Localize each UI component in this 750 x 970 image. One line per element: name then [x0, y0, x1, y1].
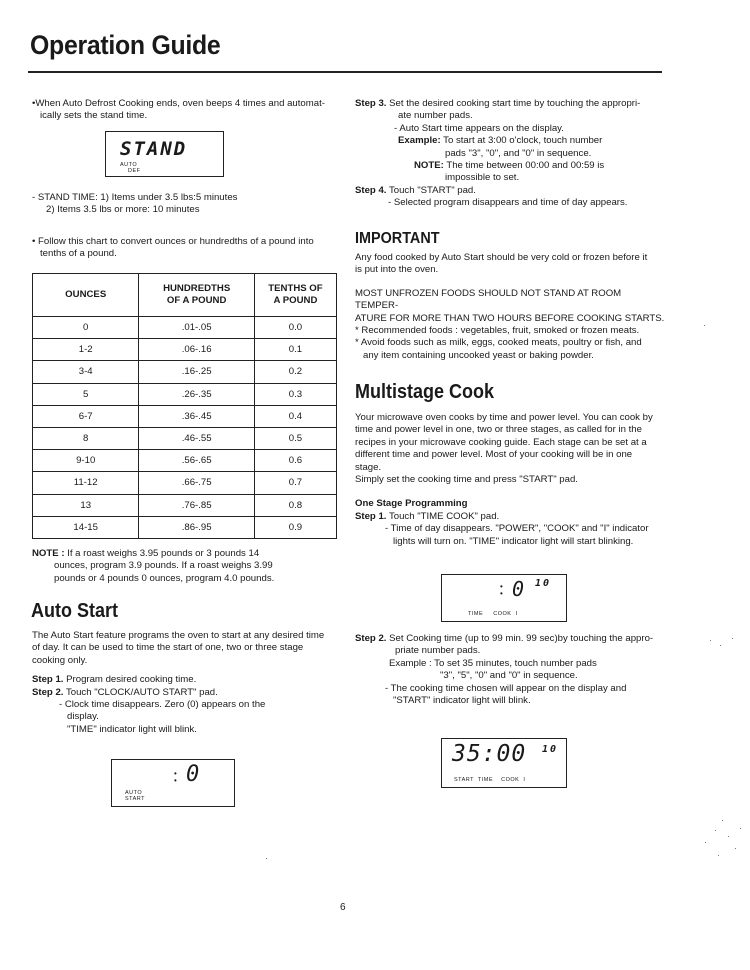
stand-display-auto: AUTO — [120, 162, 138, 168]
auto-start-step-4: Step 4. Touch "START" pad. — [355, 184, 476, 196]
cell-hundredths: .16-.25 — [139, 361, 255, 383]
auto-start-note-cont: impossible to set. — [445, 172, 520, 184]
cell-hundredths: .66-.75 — [139, 472, 255, 494]
conversion-table-header — [33, 274, 337, 317]
table-row — [33, 317, 337, 339]
defrost-intro-line: •When Auto Defrost Cooking ends, oven beeps 4 times and automat- — [32, 98, 325, 109]
multistage-step-2-example: Example : To set 35 minutes, touch number pads — [389, 657, 597, 669]
cell-ounces: 1-2 — [33, 339, 139, 361]
auto-start-note: NOTE: The time between 00:00 and 00:59 is — [414, 160, 605, 172]
title-rule — [28, 71, 662, 73]
cell-tenths: 0.1 — [254, 339, 336, 361]
auto-start-step-2: Step 2. Touch "CLOCK/AUTO START" pad. — [32, 686, 218, 698]
page-number: 6 — [340, 902, 346, 913]
cell-tenths: 0.8 — [254, 494, 336, 516]
colon-dots: • • — [174, 769, 177, 785]
cell-ounces: 0 — [33, 317, 139, 339]
cell-hundredths: .01-.05 — [139, 317, 255, 339]
cook-time-labels: START TIME COOK I — [454, 777, 526, 783]
header-tenths: TENTHS OF A POUND — [254, 274, 336, 317]
defrost-intro-line: ically sets the stand time. — [40, 110, 148, 122]
cell-tenths: 0.3 — [254, 383, 336, 405]
header-ounces: OUNCES — [33, 274, 139, 317]
stand-time-line: 2) Items 3.5 lbs or more: 10 minutes — [46, 204, 200, 216]
multistage-line: Simply set the cooking time and press "START" pad. — [355, 474, 578, 486]
auto-start-line: of day. It can be used to time the start of one, two or three stage — [32, 642, 304, 654]
table-row — [33, 450, 337, 472]
chart-intro — [32, 236, 342, 261]
important-warning: ATURE FOR MORE THAN TWO HOURS BEFORE COOKING STARTS. — [355, 312, 665, 324]
cell-hundredths: .36-.45 — [139, 405, 255, 427]
important-warning: MOST UNFROZEN FOODS SHOULD NOT STAND AT ROOM TEMPER- — [355, 287, 622, 312]
stand-display-text: STAND — [120, 138, 188, 160]
multistage-step-2-line: Step 2. Set Cooking time (up to 99 min. 99 sec)by touching the appro- — [355, 633, 654, 644]
table-row — [33, 339, 337, 361]
important-bullet: any item containing uncooked yeast or baking powder. — [363, 349, 594, 361]
time-cook-power: 10 — [535, 578, 552, 589]
important-line: Any food cooked by Auto Start should be very cold or frozen before it — [355, 252, 648, 263]
auto-start-example-cont: pads "3", "0", and "0" in sequence. — [445, 147, 592, 159]
cell-tenths: 0.9 — [254, 516, 336, 538]
multistage-line: recipes in your microwave cooking guide. Each stage can be set at a — [355, 436, 647, 448]
multistage-line: time and power level in one, two or three stages, as called for in the — [355, 424, 642, 436]
one-stage-heading: One Stage Programming — [355, 498, 468, 510]
conversion-table — [32, 273, 337, 539]
auto-start-display-label: START — [125, 796, 146, 802]
cell-ounces: 11-12 — [33, 472, 139, 494]
auto-start-step-3-cont: ate number pads. — [398, 110, 473, 122]
multistage-line: stage. — [355, 461, 382, 473]
table-row — [33, 494, 337, 516]
roast-note-line: pounds or 4 pounds 0 ounces, program 4.0 pounds. — [54, 572, 275, 584]
cell-ounces: 5 — [33, 383, 139, 405]
auto-start-display-digit: 0 — [186, 762, 202, 787]
table-row — [33, 361, 337, 383]
multistage-step-1: Step 1. Touch "TIME COOK" pad. — [355, 510, 500, 522]
cook-time-power: 10 — [542, 744, 559, 755]
multistage-body — [355, 412, 665, 548]
chart-intro-line: • Follow this chart to convert ounces or hundredths of a pound into — [32, 236, 314, 247]
important-line: is put into the oven. — [355, 264, 439, 276]
important-bullet: * Recommended foods : vegetables, fruit, smoked or frozen meats. — [355, 325, 640, 337]
important-body — [355, 252, 665, 362]
cell-hundredths: .06-.16 — [139, 339, 255, 361]
cell-ounces: 3-4 — [33, 361, 139, 383]
cell-ounces: 9-10 — [33, 450, 139, 472]
cell-tenths: 0.0 — [254, 317, 336, 339]
table-row — [33, 427, 337, 449]
important-bullet: * Avoid foods such as milk, eggs, cooked meats, poultry or fish, and — [355, 337, 642, 349]
roast-note-line: ounces, program 3.9 pounds. If a roast weighs 3.99 — [54, 560, 273, 572]
table-row — [33, 472, 337, 494]
table-row — [33, 516, 337, 538]
cell-tenths: 0.7 — [254, 472, 336, 494]
auto-start-step-2-sub: - Clock time disappears. Zero (0) appears on the — [59, 699, 266, 711]
auto-start-line: cooking only. — [32, 654, 88, 666]
cell-hundredths: .56-.65 — [139, 450, 255, 472]
cell-ounces: 13 — [33, 494, 139, 516]
auto-start-step-2-sub: display. — [67, 711, 99, 723]
cell-ounces: 8 — [33, 427, 139, 449]
auto-start-heading: Auto Start — [31, 600, 119, 622]
header-hundredths: HUNDREDTHS OF A POUND — [139, 274, 255, 317]
page-title: Operation Guide — [30, 30, 221, 60]
multistage-step-2 — [355, 633, 665, 707]
cell-hundredths: .86-.95 — [139, 516, 255, 538]
cell-ounces: 14-15 — [33, 516, 139, 538]
multistage-heading: Multistage Cook — [355, 381, 495, 403]
auto-start-step-4-sub: - Selected program disappears and time of day appears. — [388, 197, 628, 209]
time-cook-display — [441, 574, 567, 622]
stand-time — [32, 192, 342, 217]
stand-display-def: DEF — [128, 168, 141, 174]
cook-time-display — [441, 738, 567, 788]
cook-time-digits: 35:00 — [452, 741, 527, 767]
defrost-intro — [32, 98, 342, 123]
multistage-line: Your microwave oven cooks by time and power level. You can cook by — [355, 412, 653, 423]
multistage-step-1-sub: lights will turn on. "TIME" indicator light will start blinking. — [393, 535, 634, 547]
cell-tenths: 0.4 — [254, 405, 336, 427]
cell-tenths: 0.5 — [254, 427, 336, 449]
table-row — [33, 405, 337, 427]
auto-start-body — [32, 630, 342, 736]
auto-start-step-3-sub: - Auto Start time appears on the display. — [394, 122, 564, 134]
multistage-step-2-sub: "START" indicator light will blink. — [393, 695, 531, 707]
colon-dots: • • — [500, 582, 503, 598]
roast-note-line: NOTE : If a roast weighs 3.95 pounds or 3 pounds 14 — [32, 548, 260, 559]
auto-start-steps-continued — [355, 98, 665, 210]
auto-start-display-label: AUTO — [125, 790, 143, 796]
multistage-step-1-sub: - Time of day disappears. "POWER", "COOK" and "I" indicator — [385, 523, 649, 535]
auto-start-step-1: Step 1. Program desired cooking time. — [32, 674, 197, 686]
important-heading: IMPORTANT — [355, 230, 440, 247]
time-cook-digit: 0 — [512, 577, 527, 601]
stand-time-line: - STAND TIME: 1) Items under 3.5 lbs:5 minutes — [32, 192, 238, 203]
multistage-step-2-example: "3", "5", "0" and "0" in sequence. — [440, 670, 578, 682]
roast-note — [32, 548, 342, 585]
table-row — [33, 383, 337, 405]
time-cook-labels: TIME COOK I — [468, 611, 518, 617]
auto-start-example: Example: To start at 3:00 o'clock, touch number — [398, 135, 603, 147]
chart-intro-line: tenths of a pound. — [40, 248, 117, 260]
cell-hundredths: .26-.35 — [139, 383, 255, 405]
cell-ounces: 6-7 — [33, 405, 139, 427]
multistage-step-2-line: priate number pads. — [395, 645, 481, 657]
stand-display — [105, 131, 224, 177]
auto-start-step-2-sub: "TIME" indicator light will blink. — [67, 723, 197, 735]
multistage-line: different time and power level. Most of your cooking will be in one — [355, 449, 633, 461]
auto-start-step-3: Step 3. Set the desired cooking start time by touching the appropri- — [355, 98, 641, 109]
cell-hundredths: .76-.85 — [139, 494, 255, 516]
cell-tenths: 0.6 — [254, 450, 336, 472]
auto-start-display — [111, 759, 235, 807]
cell-tenths: 0.2 — [254, 361, 336, 383]
multistage-step-2-sub: - The cooking time chosen will appear on the display and — [385, 682, 627, 694]
cell-hundredths: .46-.55 — [139, 427, 255, 449]
auto-start-line: The Auto Start feature programs the oven to start at any desired time — [32, 630, 325, 641]
